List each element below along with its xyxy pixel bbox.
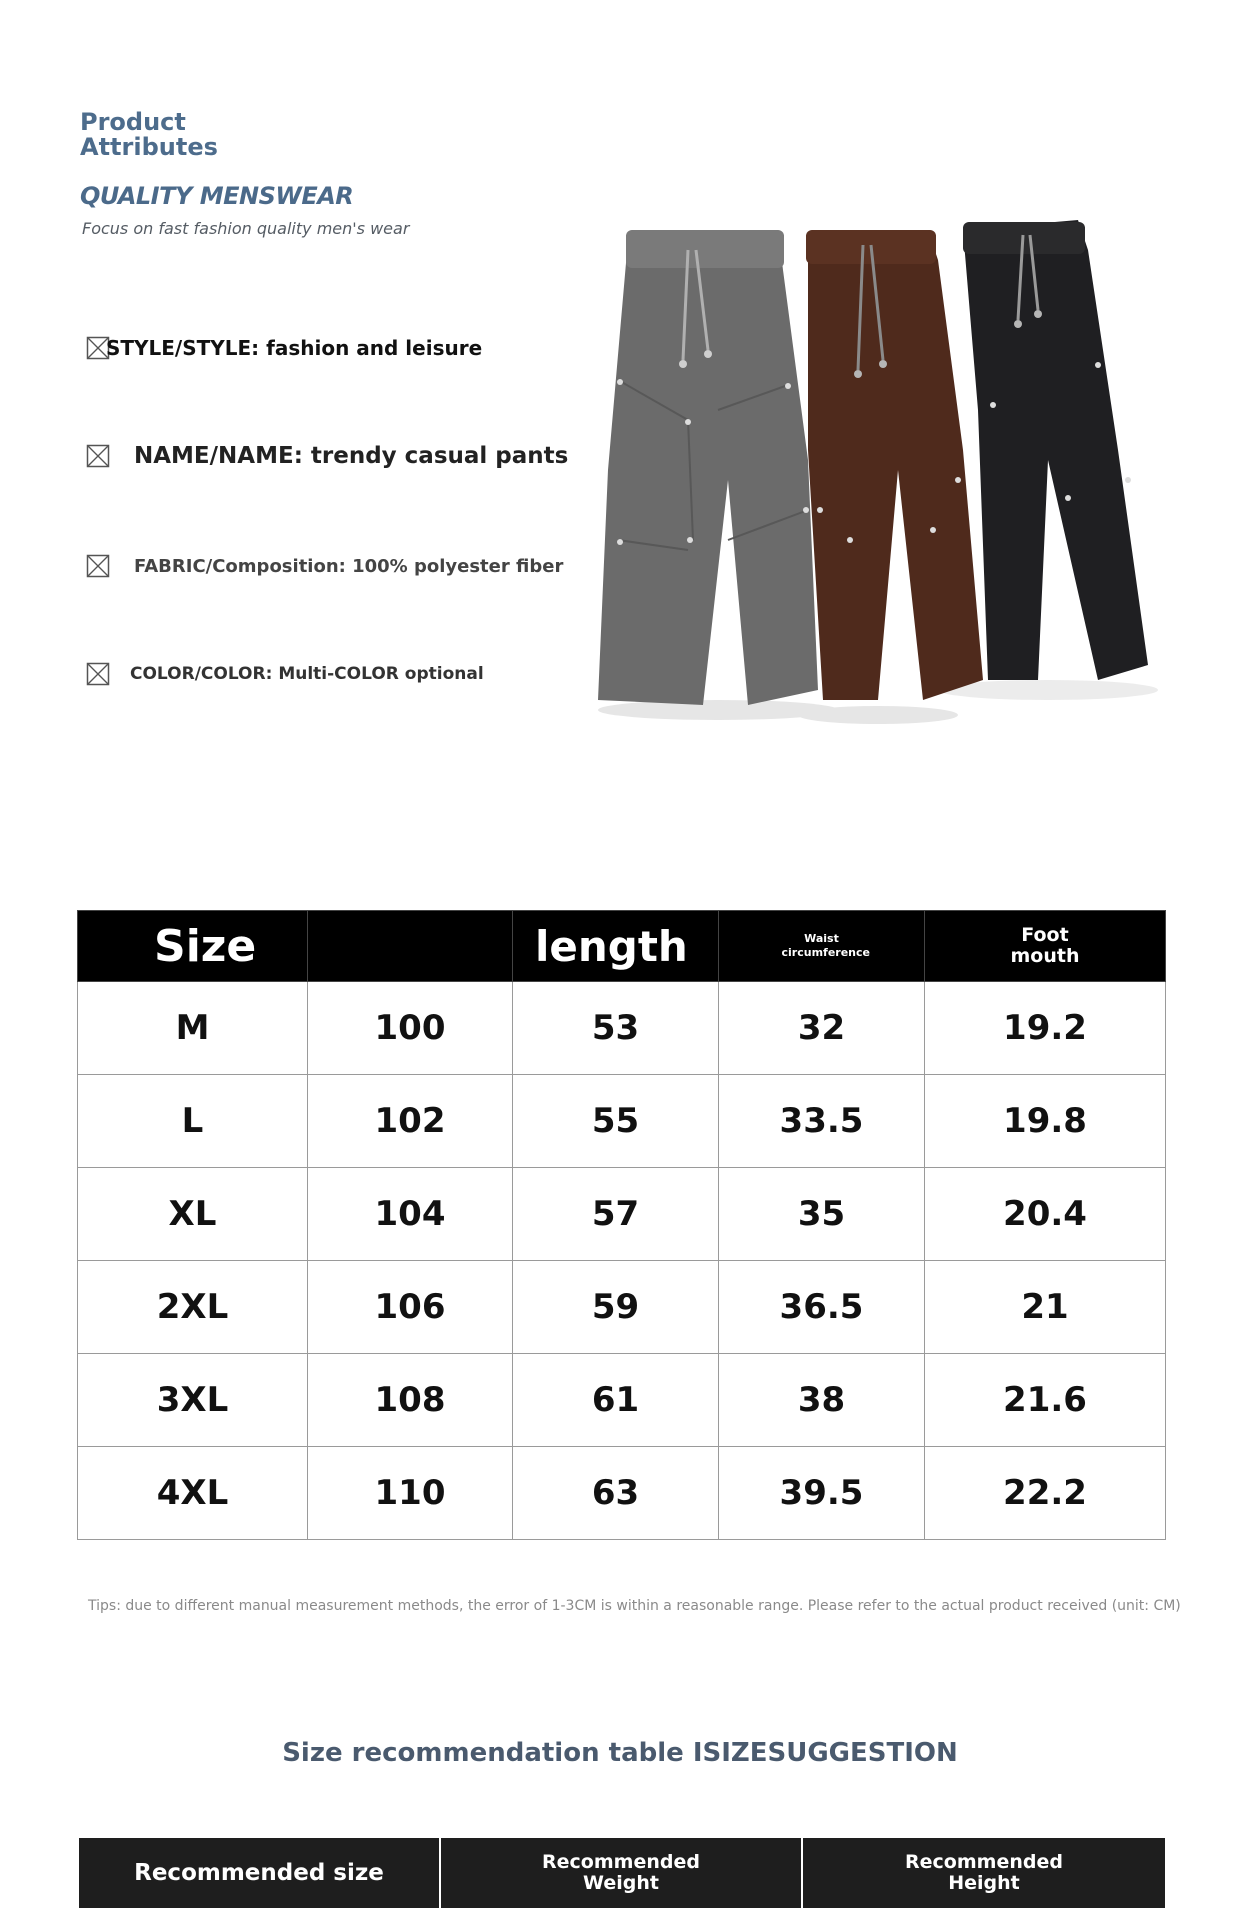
attribute-color (86, 662, 484, 686)
cell-waist: 36.5 (719, 1261, 925, 1354)
table-row (78, 1168, 1166, 1261)
cell-column-2: 104 (308, 1168, 513, 1261)
header-waist (719, 911, 925, 982)
cell-foot-mouth: 20.4 (925, 1168, 1166, 1261)
size-chart-table (77, 910, 1166, 1540)
cell-size: L (78, 1075, 308, 1168)
brand-name: QUALITY MENSWEAR (80, 182, 354, 210)
measurement-tips: Tips: due to different manual measurement methods, the error of 1-3CM is within a reasonable range. Please refer to the actual product received (unit: CM) (88, 1598, 1181, 1614)
attribute-name (86, 443, 568, 469)
cell-column-2: 102 (308, 1075, 513, 1168)
header-waist-text: Waist circumference (781, 932, 870, 959)
grey-pants (598, 230, 818, 705)
cell-waist: 33.5 (719, 1075, 925, 1168)
attribute-style (86, 336, 482, 360)
pants-product-image (578, 210, 1168, 730)
recommendation-table (77, 1836, 1167, 1910)
cell-foot-mouth: 21 (925, 1261, 1166, 1354)
header-length: length (513, 911, 719, 982)
attributes-title-line2: Attributes (80, 133, 218, 161)
cell-waist: 39.5 (719, 1447, 925, 1540)
cell-length: 61 (513, 1354, 719, 1447)
header-recommended-size: Recommended size (78, 1837, 440, 1909)
header-height-line1: Recommended (905, 1851, 1063, 1873)
brand-tagline: Focus on fast fashion quality men's wear (82, 219, 410, 238)
cell-waist: 38 (719, 1354, 925, 1447)
header-foot-mouth-text: Foot mouth (1010, 924, 1080, 967)
cell-length: 63 (513, 1447, 719, 1540)
cell-size: 3XL (78, 1354, 308, 1447)
table-row (78, 1261, 1166, 1354)
header-weight-line2: Weight (583, 1872, 659, 1894)
attribute-name-text: NAME/NAME: trendy casual pants (134, 443, 569, 469)
cell-foot-mouth: 19.8 (925, 1075, 1166, 1168)
cell-size: M (78, 982, 308, 1075)
cell-column-2: 110 (308, 1447, 513, 1540)
cell-column-2: 106 (308, 1261, 513, 1354)
header-size: Size (78, 911, 308, 982)
cell-size: XL (78, 1168, 308, 1261)
cell-length: 53 (513, 982, 719, 1075)
recommendation-header-row (78, 1837, 1166, 1909)
header-recommended-weight (440, 1837, 802, 1909)
cell-length: 57 (513, 1168, 719, 1261)
header-height-line2: Height (948, 1872, 1020, 1894)
cell-waist: 35 (719, 1168, 925, 1261)
cell-length: 55 (513, 1075, 719, 1168)
attribute-fabric (86, 554, 563, 578)
cell-waist: 32 (719, 982, 925, 1075)
cell-column-2: 100 (308, 982, 513, 1075)
header-foot-mouth (925, 911, 1166, 982)
cell-size: 2XL (78, 1261, 308, 1354)
table-row (78, 982, 1166, 1075)
table-row (78, 1354, 1166, 1447)
attribute-color-text: COLOR/COLOR: Multi-COLOR optional (130, 664, 484, 684)
brown-pants (806, 230, 983, 700)
header-weight-line1: Recommended (542, 1851, 700, 1873)
attribute-style-text: STYLE/STYLE: fashion and leisure (106, 336, 483, 360)
black-pants (963, 220, 1148, 680)
attribute-fabric-text: FABRIC/Composition: 100% polyester fiber (134, 555, 564, 577)
attributes-title (80, 110, 218, 160)
recommendation-title: Size recommendation table ISIZESUGGESTION (282, 1738, 958, 1768)
cell-foot-mouth: 22.2 (925, 1447, 1166, 1540)
attributes-title-line1: Product (80, 108, 186, 136)
x-box-icon (86, 662, 110, 686)
size-chart-header-row (78, 911, 1166, 982)
x-box-icon (86, 444, 110, 468)
cell-foot-mouth: 19.2 (925, 982, 1166, 1075)
cell-column-2: 108 (308, 1354, 513, 1447)
cell-foot-mouth: 21.6 (925, 1354, 1166, 1447)
header-recommended-height (802, 1837, 1166, 1909)
header-column-2 (308, 911, 513, 982)
table-row (78, 1447, 1166, 1540)
cell-length: 59 (513, 1261, 719, 1354)
cell-size: 4XL (78, 1447, 308, 1540)
table-row (78, 1075, 1166, 1168)
x-box-icon (86, 554, 110, 578)
